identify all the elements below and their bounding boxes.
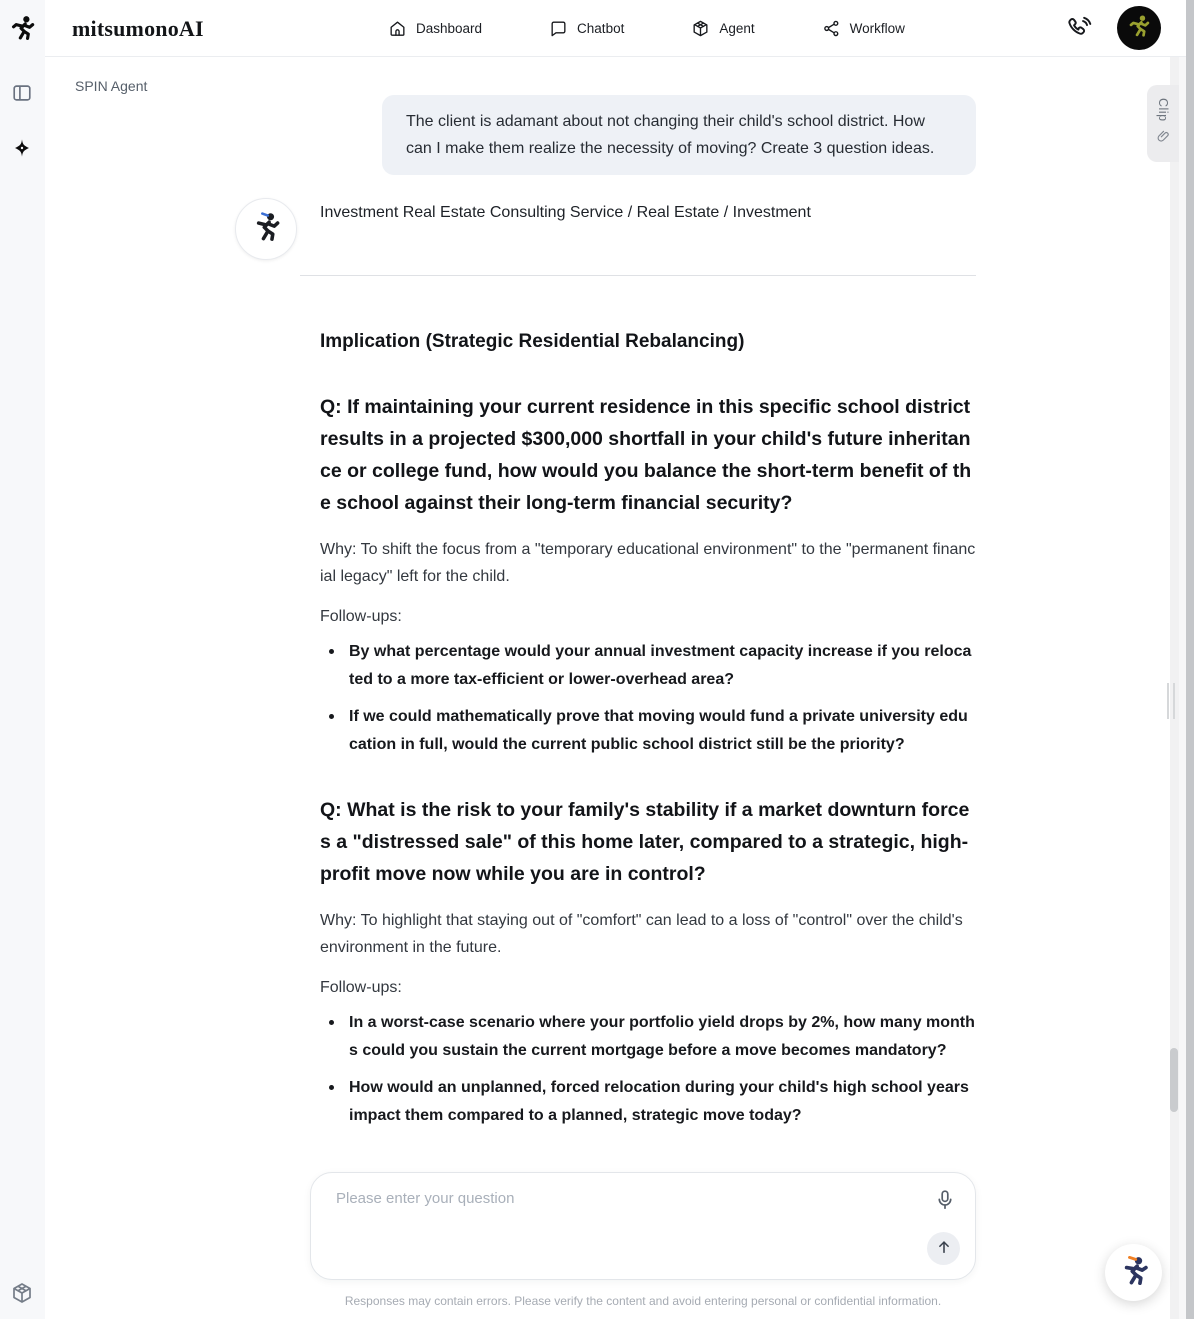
question-input[interactable] [336,1188,891,1266]
followups-label-1: Follow-ups: [320,608,402,625]
nav-workflow[interactable] [822,19,905,38]
avatar-ninja-icon [1126,13,1152,44]
nav-chatbot[interactable] [549,19,624,38]
send-button[interactable] [927,1232,960,1265]
panel-drag-handle[interactable] [1167,683,1175,719]
assistant-header-row [235,198,976,260]
share-icon [822,19,841,38]
assistant-avatar [235,198,297,260]
nav-label: Chatbot [577,21,625,36]
sandbox-cube-icon[interactable] [10,1281,34,1308]
panel-toggle-icon[interactable] [11,82,33,107]
section-heading: Implication (Strategic Residential Rebalancing) [320,331,745,352]
followup-item: How would an unplanned, forced relocation during your child's high school years impact them compared to a planned, strategic move today? [320,1074,976,1129]
right-gutter [1179,57,1186,1319]
nav-label: Workflow [849,21,905,36]
followups-list-2 [320,1009,976,1129]
clip-tab[interactable] [1147,85,1179,162]
followup-item: By what percentage would your annual investment capacity increase if you relocated to a more tax-efficient or lower-overhead area? [320,638,976,693]
nav-agent[interactable] [691,19,754,38]
divider [300,275,976,276]
assistant-answer [320,328,976,1165]
followup-item: In a worst-case scenario where your portfolio yield drops by 2%, how many months could you sustain the current mortgage before a move becomes mandatory? [320,1009,976,1064]
clip-tab-label: Clip [1156,98,1170,122]
followups-label-2: Follow-ups: [320,979,402,996]
assistant-fab[interactable] [1105,1244,1162,1301]
arrow-up-icon [935,1238,953,1259]
nav-label: Agent [719,21,755,36]
inner-scrollbar-thumb[interactable] [1170,1048,1178,1112]
microphone-icon[interactable] [932,1188,958,1214]
nav-label: Dashboard [416,21,483,36]
followups-list-1 [320,638,976,758]
user-avatar[interactable] [1117,6,1161,50]
business-ninja-icon [249,210,283,249]
home-icon [388,19,407,38]
page-scrollbar-thumb[interactable] [1186,0,1194,1319]
disclaimer-text: Responses may contain errors. Please verify the content and avoid entering personal or confidential information. [344,1294,942,1308]
why-1: Why: To shift the focus from a "temporary educational environment" to the "permanent financial legacy" left for the child. [320,541,976,585]
agent-label: SPIN Agent [75,78,148,94]
left-rail [0,0,45,1319]
page-scrollbar [1186,0,1194,1319]
paperclip-icon [1156,129,1171,149]
user-message-row [320,95,976,175]
app-logo-ninja-icon[interactable] [8,13,37,46]
cube-icon [691,19,710,38]
top-header [0,0,1194,57]
user-message-bubble: The client is adamant about not changing their child's school district. How can I make them realize the necessity of moving? Create 3 question ideas. [382,95,976,175]
brand-title[interactable]: mitsumonoAI [72,15,204,41]
question-2: Q: What is the risk to your family's stability if a market downturn forces a "distressed sale" of this home later, compared to a strategic, high-profit move now while you are in control? [320,799,970,885]
phone-call-icon[interactable] [1066,15,1094,43]
why-2: Why: To highlight that staying out of "comfort" can lead to a loss of "control" over the child's environment in the future. [320,912,963,956]
question-1: Q: If maintaining your current residence in this specific school district results in a projected $300,000 shortfall in your child's future inheritance or college fund, how would you balance the short-term benefit of the school against their long-term financial security? [320,396,972,514]
composer [310,1172,976,1280]
nav-dashboard[interactable] [388,19,482,38]
followup-item: If we could mathematically prove that moving would fund a private university education in full, would the current public school district still be the priority? [320,703,976,758]
chat-bubble-icon [549,19,568,38]
service-title: Investment Real Estate Consulting Service / Real Estate / Investment [320,204,811,221]
ninja-fab-icon [1117,1254,1151,1291]
sparkle-icon[interactable] [11,137,33,162]
main-nav [388,0,905,57]
